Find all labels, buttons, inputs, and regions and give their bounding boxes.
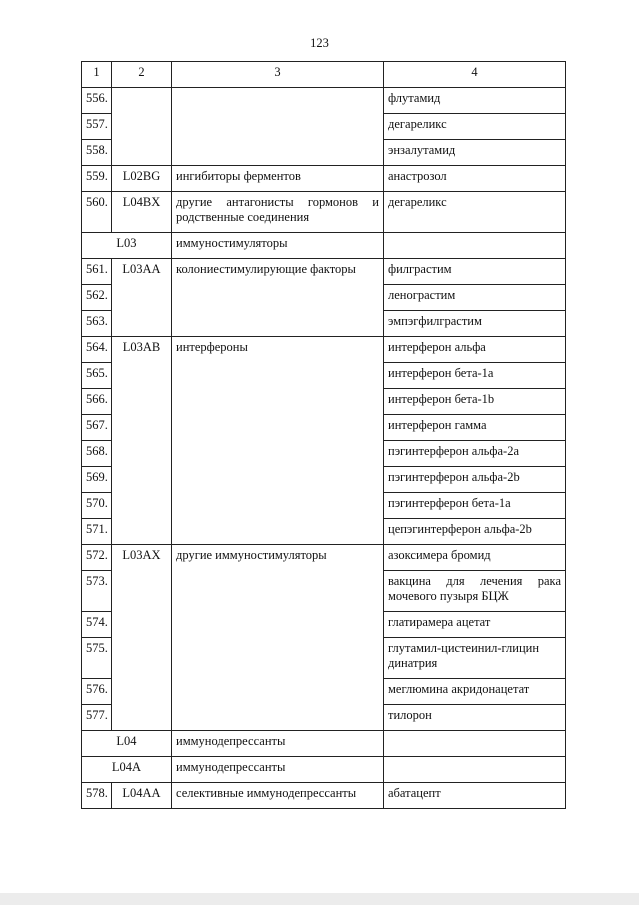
row-number: 569. (82, 467, 112, 493)
drug-name: эмпэгфилграстим (384, 311, 566, 337)
header-col-2: 2 (112, 62, 172, 88)
table-row (82, 88, 566, 114)
drug-name: интерферон бета-1b (384, 389, 566, 415)
drug-name (384, 757, 566, 783)
row-number: 557. (82, 114, 112, 140)
section-name: иммунодепрессанты (172, 731, 384, 757)
group-name: колониестимулирующие факторы (172, 259, 384, 337)
group-name: другие иммуностимуляторы (172, 545, 384, 731)
header-row (82, 62, 566, 88)
drug-name (384, 731, 566, 757)
row-number: 567. (82, 415, 112, 441)
row-number: 564. (82, 337, 112, 363)
atc-code: L02BG (112, 166, 172, 192)
atc-code-cell (112, 88, 172, 166)
section-name: иммуностимуляторы (172, 233, 384, 259)
drug-name: филграстим (384, 259, 566, 285)
row-number: 566. (82, 389, 112, 415)
row-number: 577. (82, 705, 112, 731)
drug-classification-table (81, 61, 566, 809)
row-number: 559. (82, 166, 112, 192)
section-code: L04A (82, 757, 172, 783)
drug-name: интерферон альфа (384, 337, 566, 363)
drug-name: дегареликс (384, 114, 566, 140)
drug-name: флутамид (384, 88, 566, 114)
row-number: 573. (82, 571, 112, 612)
header-col-3: 3 (172, 62, 384, 88)
row-number: 572. (82, 545, 112, 571)
row-number: 575. (82, 638, 112, 679)
table-row (82, 259, 566, 285)
drug-name: энзалутамид (384, 140, 566, 166)
drug-name: ленограстим (384, 285, 566, 311)
row-number: 568. (82, 441, 112, 467)
drug-name: тилорон (384, 705, 566, 731)
section-name: иммунодепрессанты (172, 757, 384, 783)
row-number: 558. (82, 140, 112, 166)
atc-code: L04BX (112, 192, 172, 233)
drug-name: дегареликс (384, 192, 566, 233)
drug-name: вакцина для лечения рака мочевого пузыря БЦЖ (384, 571, 566, 612)
drug-name: цепэгинтерферон альфа-2b (384, 519, 566, 545)
header-col-4: 4 (384, 62, 566, 88)
drug-name: пэгинтерферон альфа-2a (384, 441, 566, 467)
row-number: 574. (82, 612, 112, 638)
group-name: ингибиторы ферментов (172, 166, 384, 192)
table-row (82, 337, 566, 363)
atc-code: L03AX (112, 545, 172, 731)
drug-name: меглюмина акридонацетат (384, 679, 566, 705)
group-name-cell (172, 88, 384, 166)
section-row (82, 731, 566, 757)
row-number: 576. (82, 679, 112, 705)
atc-code: L04AA (112, 783, 172, 809)
section-code: L04 (82, 731, 172, 757)
drug-name: пэгинтерферон альфа-2b (384, 467, 566, 493)
table-row (82, 166, 566, 192)
atc-code: L03AB (112, 337, 172, 545)
row-number: 562. (82, 285, 112, 311)
drug-name: азоксимера бромид (384, 545, 566, 571)
row-number: 561. (82, 259, 112, 285)
section-row (82, 757, 566, 783)
drug-name: анастрозол (384, 166, 566, 192)
group-name: селективные иммунодепрессанты (172, 783, 384, 809)
drug-name: абатацепт (384, 783, 566, 809)
viewer-bottom-strip (0, 893, 639, 905)
drug-name: глутамил-цистеинил-глицин динатрия (384, 638, 566, 679)
row-number: 571. (82, 519, 112, 545)
row-number: 556. (82, 88, 112, 114)
section-code: L03 (82, 233, 172, 259)
table-row (82, 545, 566, 571)
atc-code: L03AA (112, 259, 172, 337)
table-row (82, 783, 566, 809)
row-number: 570. (82, 493, 112, 519)
section-row (82, 233, 566, 259)
group-name: другие антагонисты гормонов и родственные соединения (172, 192, 384, 233)
drug-name: интерферон бета-1a (384, 363, 566, 389)
drug-name: пэгинтерферон бета-1a (384, 493, 566, 519)
header-col-1: 1 (82, 62, 112, 88)
group-name: интерфероны (172, 337, 384, 545)
row-number: 563. (82, 311, 112, 337)
row-number: 578. (82, 783, 112, 809)
drug-name: интерферон гамма (384, 415, 566, 441)
row-number: 560. (82, 192, 112, 233)
page-number: 123 (310, 36, 329, 50)
drug-name (384, 233, 566, 259)
row-number: 565. (82, 363, 112, 389)
drug-name: глатирамера ацетат (384, 612, 566, 638)
table-row (82, 192, 566, 233)
